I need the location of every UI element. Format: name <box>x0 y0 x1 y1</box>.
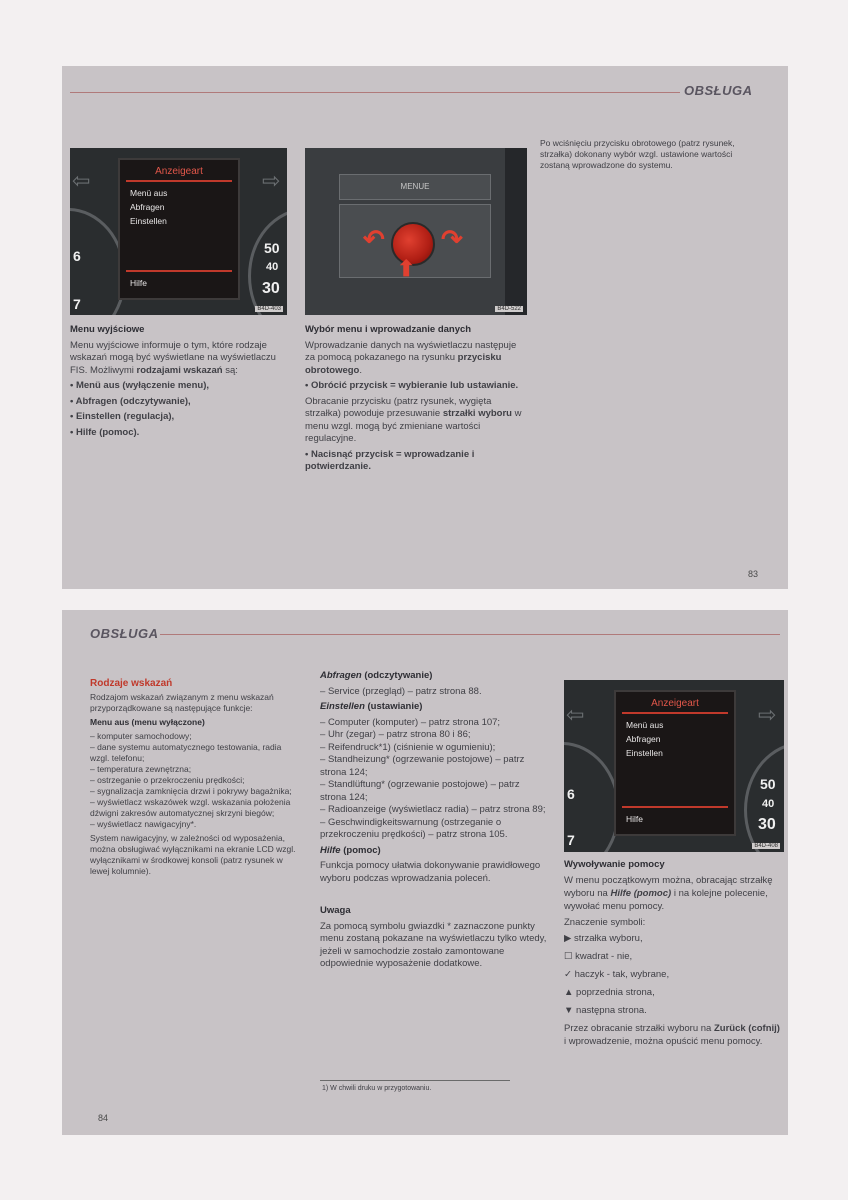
menu-item: Einstellen <box>130 216 167 226</box>
gauge-right-num: 50 <box>264 240 280 256</box>
text-run-bold: przycisku obrotowego <box>305 352 502 376</box>
text-run: w menu wzgl. mogą być zmieniane wartości regulacyjne. <box>305 408 522 444</box>
sub-heading <box>320 701 548 714</box>
text-run: . <box>359 364 362 376</box>
text-run-bold: Zurück (cofnij) <box>713 1023 780 1034</box>
arrow-left-icon: ⇦ <box>566 702 585 727</box>
symbol-item: ✓ haczyk - tak, wybrane, <box>564 969 670 980</box>
list-item: – Geschwindigkeitswarnung (ostrzeganie o przekroczeniu prędkości) – patrz strona 105. <box>320 817 548 842</box>
screen-title: Anzeigeart <box>126 166 232 182</box>
gauge-right-num: 40 <box>266 261 279 273</box>
menu-item: Menü aus <box>626 720 664 730</box>
gauge-right-num: 50 <box>760 776 776 792</box>
right-gauge <box>744 742 784 852</box>
page-number: 83 <box>748 569 759 579</box>
paragraph <box>564 1022 782 1048</box>
bullet-item: • Einstellen (regulacja), <box>70 411 175 422</box>
list-item: – Standheizung* (ogrzewanie postojowe) – patrz strona 124; <box>320 754 548 779</box>
bullet-item: • Menü aus (wyłączenie menu), <box>70 380 209 391</box>
gauge-left-num: 6 <box>567 786 575 802</box>
rotate-left-arrow-icon: ↶ <box>363 224 385 254</box>
note-heading: Uwaga <box>320 905 351 916</box>
paragraph: Znaczenie symboli: <box>564 917 646 928</box>
list-item: – Uhr (zegar) – patrz strona 80 i 86; <box>320 729 548 742</box>
menu-item: Menü aus <box>130 188 168 198</box>
header-rule <box>160 634 780 635</box>
figure-rotary-knob <box>305 148 527 315</box>
einstellen-list <box>320 717 548 842</box>
console-edge <box>505 148 527 315</box>
paragraph <box>564 874 782 913</box>
text-run: Przez obracanie strzałki wyboru na <box>564 1023 714 1034</box>
menu-item-help: Hilfe <box>130 278 148 288</box>
paragraph <box>305 340 527 378</box>
list-item: – Standlüftung* (ogrzewanie postojowe) – patrz strona 124; <box>320 779 548 804</box>
text-run-italic: Hilfe <box>320 844 341 856</box>
symbol-item: ▶ strzałka wyboru, <box>564 933 643 944</box>
section-heading: Menu wyjściowe <box>70 324 145 335</box>
press-arrow-icon: ⬆ <box>397 256 416 281</box>
list-item: – sygnalizacja zamknięcia drzwi i pokrywy bagażnika; <box>90 786 302 797</box>
bullet-item: • Nacisnąć przycisk = wprowadzanie i potwierdzanie. <box>305 448 475 472</box>
text-run: (ustawianie) <box>364 701 423 712</box>
abfragen-list <box>320 686 548 699</box>
column-rodzaje-wskazan <box>90 678 302 880</box>
symbol-item: ☐ kwadrat - nie, <box>564 951 633 962</box>
list-item: – komputer samochodowy; <box>90 731 302 742</box>
menu-item: Abfragen <box>626 734 661 744</box>
column-menu-wyjsciowe <box>70 324 287 442</box>
paragraph: Funkcja pomocy ułatwia dokonywanie prawidłowego wyboru podczas wprowadzania poleceń. <box>320 860 541 884</box>
list-item: – wyświetlacz nawigacyjny*. <box>90 819 302 830</box>
menu-item-help: Hilfe <box>626 814 644 824</box>
gauge-right-num: 30 <box>262 280 280 297</box>
list-item: – wyświetlacz wskazówek wzgl. wskazania położenia dźwigni zakresów automatycznej skrzyni biegów; <box>90 797 302 819</box>
paragraph: System nawigacyjny, w zależności od wyposażenia, można obsługiwać wyłącznikami na ekranie LCD wzgl. wyłącznikami w środkowej konsoli (patrz rysunek w lewej kolumnie). <box>90 833 296 876</box>
text-run: (pomoc) <box>340 844 381 856</box>
bullet-item: • Abfragen (odczytywanie), <box>70 395 191 407</box>
arrow-left-icon: ⇦ <box>72 168 91 193</box>
list-item: – temperatura zewnętrzna; <box>90 764 302 775</box>
text-run: Wprowadzanie danych na wyświetlaczu następuje za pomocą pokazanego na rysunku <box>305 339 517 363</box>
fis-screen <box>614 690 736 836</box>
fis-screen <box>118 158 240 300</box>
column-wywolywanie-pomocy <box>564 858 782 1051</box>
list-item: – Computer (komputer) – patrz strona 107; <box>320 717 548 730</box>
paragraph <box>70 340 287 378</box>
figure-display-menu <box>564 680 784 852</box>
column-wybor-menu <box>305 324 527 477</box>
symbol-item: ▲ poprzednia strona, <box>564 987 655 998</box>
gauge-right-num: 30 <box>758 816 776 833</box>
figure-code: B4D-403 <box>257 306 281 312</box>
sub-heading: Menu aus (menu wyłączone) <box>90 717 205 727</box>
text-run-italic: Abfragen <box>320 670 362 681</box>
arrow-right-icon: ⇨ <box>758 702 777 727</box>
text-run-bold: strzałki wyboru <box>442 408 512 419</box>
bullet-item: • Obrócić przycisk = wybieranie lub ustawianie. <box>305 380 519 391</box>
gauge-left-num: 7 <box>567 832 575 848</box>
menue-button: MENUE <box>339 174 491 200</box>
footnote: 1) W chwili druku w przygotowaniu. <box>322 1085 432 1092</box>
page-number: 84 <box>98 1113 109 1123</box>
paragraph <box>305 396 527 446</box>
section-heading: Wybór menu i wprowadzanie danych <box>305 324 472 335</box>
text-run: Obracanie przycisku (patrz rysunek, wygięta strzałka) powoduje przesuwanie <box>305 395 492 419</box>
section-heading: Wywoływanie pomocy <box>564 859 665 870</box>
text-run-italic: Einstellen <box>320 701 365 712</box>
figure-code: B4D-522 <box>497 306 521 312</box>
list-item: – ostrzeganie o przekroczeniu prędkości; <box>90 775 302 786</box>
screen-title: Anzeigeart <box>622 698 728 714</box>
paragraph: Rodzajom wskazań związanym z menu wskazań przyporządkowane są następujące funkcje: <box>90 692 274 713</box>
figure-code: B4D-408 <box>754 843 778 849</box>
arrow-right-icon: ⇨ <box>262 168 281 193</box>
text-run-bold: rodzajami wskazań <box>136 364 223 376</box>
rotate-right-arrow-icon: ↷ <box>441 224 463 254</box>
menu-item: Einstellen <box>626 748 663 758</box>
column-right-text <box>540 138 758 174</box>
page-83 <box>62 66 788 589</box>
list-item: – Service (przegląd) – patrz strona 88. <box>320 686 548 699</box>
header-rule <box>70 92 680 93</box>
text-run: i wprowadzenie, można opuścić menu pomocy. <box>564 1036 763 1047</box>
figure-display-menu <box>70 148 287 315</box>
text-run: i na kolejne polecenie, wywołać menu pomocy. <box>564 888 768 912</box>
sub-heading <box>320 670 548 683</box>
paragraph: Po wciśnięciu przycisku obrotowego (patrz rysunek, strzałka) dokonany wybór wzgl. ustawione wartości zostaną wprowadzone do systemu. <box>540 138 735 170</box>
header-title: OBSŁUGA <box>90 626 159 641</box>
footnote-rule <box>320 1080 510 1081</box>
symbol-item: ▼ następna strona. <box>564 1005 647 1016</box>
text-run: Menu wyjściowe informuje o tym, które rodzaje wskazań mogą być wyświetlane na wyświetlaczu FIS. Możliwymi <box>70 339 276 376</box>
list-item: – Radioanzeige (wyświetlacz radia) – patrz strona 89; <box>320 804 548 817</box>
gauge-left-num: 7 <box>73 296 81 312</box>
menu-item: Abfragen <box>130 202 165 212</box>
text-run: są: <box>222 364 238 376</box>
column-abfragen-einstellen <box>320 670 548 974</box>
list-item: – Reifendruck*1) (ciśnienie w ogumieniu); <box>320 742 548 755</box>
bullet-item: • Hilfe (pomoc). <box>70 426 140 438</box>
sub-heading <box>320 845 548 858</box>
text-run: W menu początkowym można, obracając strzałkę wyboru na <box>564 875 773 899</box>
function-list <box>90 731 302 830</box>
gauge-left-num: 6 <box>73 248 81 264</box>
gauge-right-num: 40 <box>762 798 775 810</box>
note-paragraph: Za pomocą symbolu gwiazdki * zaznaczone punkty menu zostaną pokazane na wyświetlaczu tylko wtedy, jeżeli w samochodzie zostało zamontowane odpowiednie wyposażenie dodatkowe. <box>320 920 547 969</box>
list-item: – dane systemu automatycznego testowania, radia wzgl. telefonu; <box>90 742 302 764</box>
screen-separator <box>622 806 728 808</box>
text-run: (odczytywanie) <box>361 670 433 681</box>
screen-separator <box>126 270 232 272</box>
header-title: OBSŁUGA <box>684 83 753 98</box>
section-heading: Rodzaje wskazań <box>90 678 173 689</box>
text-run-bold: Hilfe (pomoc) <box>610 888 672 899</box>
page-84 <box>62 610 788 1135</box>
